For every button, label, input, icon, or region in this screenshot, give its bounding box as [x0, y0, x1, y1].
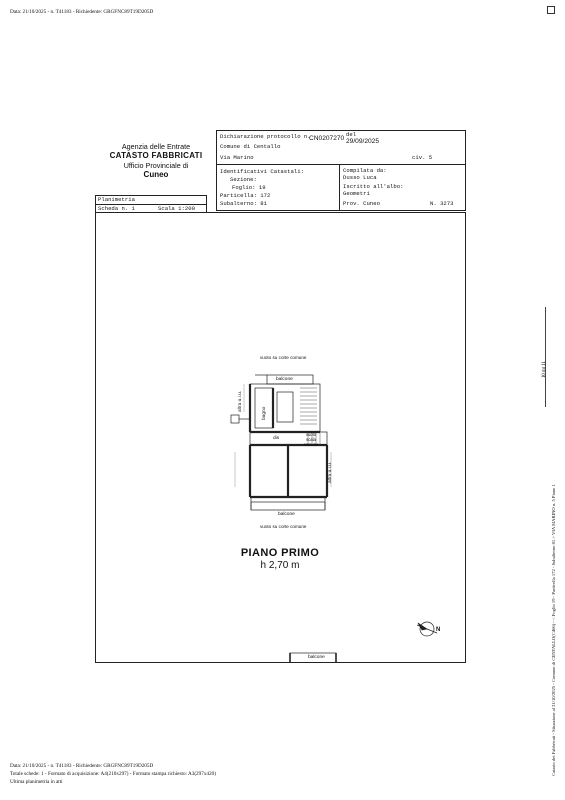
divider — [339, 164, 340, 211]
label-hall: dis — [273, 436, 280, 441]
stairwell-hatch — [300, 388, 317, 424]
small-room-outline — [231, 415, 239, 423]
bottom-balcony-outline — [251, 502, 325, 510]
agency-office: Ufficio Provinciale di — [123, 161, 189, 170]
note-top: vuoto su corte comune — [260, 355, 307, 360]
identifiers-title: Identificativi Catastali: — [220, 168, 304, 175]
north-label: N — [436, 627, 441, 633]
footer-request-info: Data: 21/10/2025 - n. T41183 - Richiedente: GRGFNC89T19D205D — [10, 763, 154, 769]
comune: Comune di Centallo — [220, 143, 281, 150]
iscritto-value: Geometri — [343, 190, 370, 197]
header-request-info: Data: 21/10/2025 - n. T41183 - Richiedente: GRGFNC89T19D205D — [10, 9, 154, 15]
registration-number: N. 3273 — [430, 200, 454, 207]
label-frame-balcony: balcone — [308, 655, 325, 660]
identifier-subalterno: Subalterno: 81 — [220, 200, 267, 207]
declaration-label: Dichiarazione protocollo n. — [220, 133, 311, 140]
compiled-name: Dusso Luca — [343, 174, 377, 181]
side-scale: 10 mt 11 — [542, 361, 547, 378]
agency-catasto: CATASTO FABBRICATI — [109, 151, 203, 160]
declaration-date: 29/09/2025 — [346, 138, 380, 145]
scheda-number: Scheda n. 1 — [98, 205, 135, 212]
side-cadastral-info: Catasto dei Fabbricati - Situazione al 21/10/2025 - Comune di CENTALLO(C466) - < Foglio 19 - Particella 172 - Subalterno 81 > VIA MARINO n. 5 Piano 1 — [551, 484, 556, 776]
side-marker — [545, 307, 546, 407]
label-neighbor-left: altra u.i.u. — [238, 390, 243, 412]
floor-height: h 2,70 m — [260, 560, 300, 571]
agency-block — [95, 142, 217, 180]
corner-mark — [547, 6, 555, 14]
label-stairwell: vuoto scala comune — [303, 432, 319, 447]
identifier-sezione: Sezione: — [230, 176, 257, 183]
stair-core-outline — [277, 392, 293, 422]
date-label: del — [346, 131, 357, 138]
footer-format-info: Totale schede: 1 - Formato di acquisizione: A4(210x297) - Formato stampa richiesto: A3(297x420) — [10, 771, 216, 777]
label-top-balcony: balcone — [276, 377, 293, 382]
scale: Scala 1:200 — [158, 205, 195, 212]
agency-name: Agenzia delle Entrate — [121, 142, 191, 151]
compiled-label: Compilata da: — [343, 167, 387, 174]
identifier-particella: Particella: 172 — [220, 192, 271, 199]
address-street: Via Marino — [220, 154, 254, 161]
floor-title: PIANO PRIMO — [240, 547, 320, 559]
identifier-foglio: Foglio: 19 — [232, 184, 266, 191]
divider — [216, 164, 466, 165]
planimetria-title: Planimetria — [98, 196, 135, 203]
address-civic: civ. 5 — [412, 154, 433, 161]
province: Prov. Cuneo — [343, 200, 380, 207]
floor-plan — [95, 212, 466, 663]
label-bathroom: bagno — [262, 406, 267, 420]
footer-note: Ultima planimetria in atti — [10, 779, 63, 785]
iscritto-label: Iscritto all'albo: — [343, 183, 404, 190]
label-bottom-balcony: balcone — [278, 512, 295, 517]
agency-province: Cuneo — [143, 170, 169, 179]
label-neighbor-right: altra u.i.u. — [328, 461, 333, 483]
protocol-number: CN0207270 — [309, 135, 345, 142]
note-bottom: vuoto su corte comune — [260, 524, 307, 529]
